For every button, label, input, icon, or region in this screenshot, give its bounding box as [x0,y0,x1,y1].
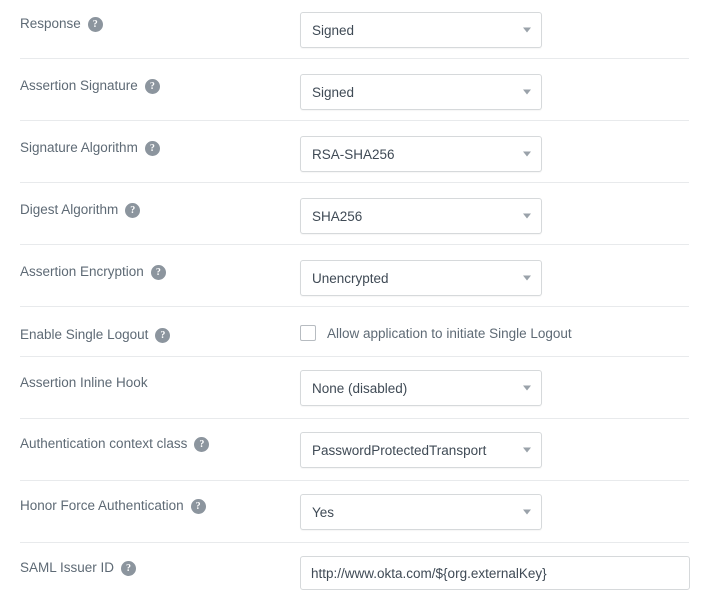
form-row-enable-single-logout [0,325,709,345]
form-row-response [0,14,709,48]
assertion-inline-hook-select[interactable] [300,370,542,406]
label-saml-issuer-id [0,558,300,578]
form-row-saml-issuer-id [0,558,709,590]
help-icon[interactable]: ? [145,79,160,94]
form-row-signature-algorithm [0,138,709,172]
row-divider [20,542,689,543]
response-select-value: Signed [312,22,355,38]
form-row-assertion-signature [0,76,709,110]
field-response [300,12,709,48]
label-assertion-inline-hook [0,373,300,393]
field-saml-issuer-id [300,556,709,590]
form-row-assertion-inline-hook [0,373,709,406]
assertion-inline-hook-select-value: None (disabled) [312,380,408,396]
field-signature-algorithm [300,136,709,172]
help-icon[interactable]: ? [151,265,166,280]
label-response [0,14,300,34]
digest-algorithm-select-value: SHA256 [312,208,363,224]
row-divider [20,306,689,307]
chevron-down-icon [523,152,531,157]
label-digest-algorithm-text: Digest Algorithm [20,202,119,217]
field-assertion-inline-hook [300,370,709,406]
label-assertion-encryption-text: Assertion Encryption [20,264,144,279]
form-row-honor-force-authentication [0,496,709,530]
label-signature-algorithm [0,138,300,158]
label-saml-issuer-id-text: SAML Issuer ID [20,560,115,575]
help-icon[interactable]: ? [88,17,103,32]
single-logout-checkbox[interactable] [300,325,316,341]
single-logout-checkbox-wrap[interactable] [300,325,572,341]
single-logout-checkbox-label: Allow application to initiate Single Logout [327,325,572,341]
chevron-down-icon [523,214,531,219]
honor-force-authentication-select[interactable] [300,494,542,530]
label-response-text: Response [20,16,81,31]
help-icon[interactable]: ? [191,499,206,514]
chevron-down-icon [523,28,531,33]
authentication-context-class-select-value: PasswordProtectedTransport [312,442,487,458]
help-icon[interactable]: ? [125,203,140,218]
assertion-signature-select-value: Signed [312,84,355,100]
response-select[interactable] [300,12,542,48]
row-divider [20,120,689,121]
field-assertion-encryption [300,260,709,296]
chevron-down-icon [523,386,531,391]
saml-issuer-id-input[interactable] [300,556,690,590]
chevron-down-icon [523,276,531,281]
row-divider [20,480,689,481]
row-divider [20,58,689,59]
help-icon[interactable]: ? [121,561,136,576]
form-row-authentication-context-class [0,434,709,468]
help-icon[interactable]: ? [155,328,170,343]
row-divider [20,418,689,419]
field-assertion-signature [300,74,709,110]
label-assertion-encryption [0,262,300,282]
row-divider [20,356,689,357]
form-row-assertion-encryption [0,262,709,296]
chevron-down-icon [523,90,531,95]
label-authentication-context-class-text: Authentication context class [20,436,188,451]
label-honor-force-authentication-text: Honor Force Authentication [20,498,184,513]
label-enable-single-logout-text: Enable Single Logout [20,327,149,342]
assertion-encryption-select[interactable] [300,260,542,296]
form-row-digest-algorithm [0,200,709,234]
help-icon[interactable]: ? [194,437,209,452]
field-enable-single-logout [300,325,709,341]
label-honor-force-authentication [0,496,300,516]
digest-algorithm-select[interactable] [300,198,542,234]
label-assertion-signature-text: Assertion Signature [20,78,138,93]
field-authentication-context-class [300,432,709,468]
assertion-encryption-select-value: Unencrypted [312,270,389,286]
field-digest-algorithm [300,198,709,234]
signature-algorithm-select[interactable] [300,136,542,172]
field-honor-force-authentication [300,494,709,530]
label-digest-algorithm [0,200,300,220]
chevron-down-icon [523,448,531,453]
row-divider [20,244,689,245]
authentication-context-class-select[interactable] [300,432,542,468]
label-assertion-inline-hook-text: Assertion Inline Hook [20,375,148,390]
help-icon[interactable]: ? [145,141,160,156]
honor-force-authentication-select-value: Yes [312,504,335,520]
label-enable-single-logout [0,325,300,345]
assertion-signature-select[interactable] [300,74,542,110]
chevron-down-icon [523,510,531,515]
label-assertion-signature [0,76,300,96]
label-authentication-context-class [0,434,300,454]
signature-algorithm-select-value: RSA-SHA256 [312,146,395,162]
label-signature-algorithm-text: Signature Algorithm [20,140,138,155]
row-divider [20,182,689,183]
